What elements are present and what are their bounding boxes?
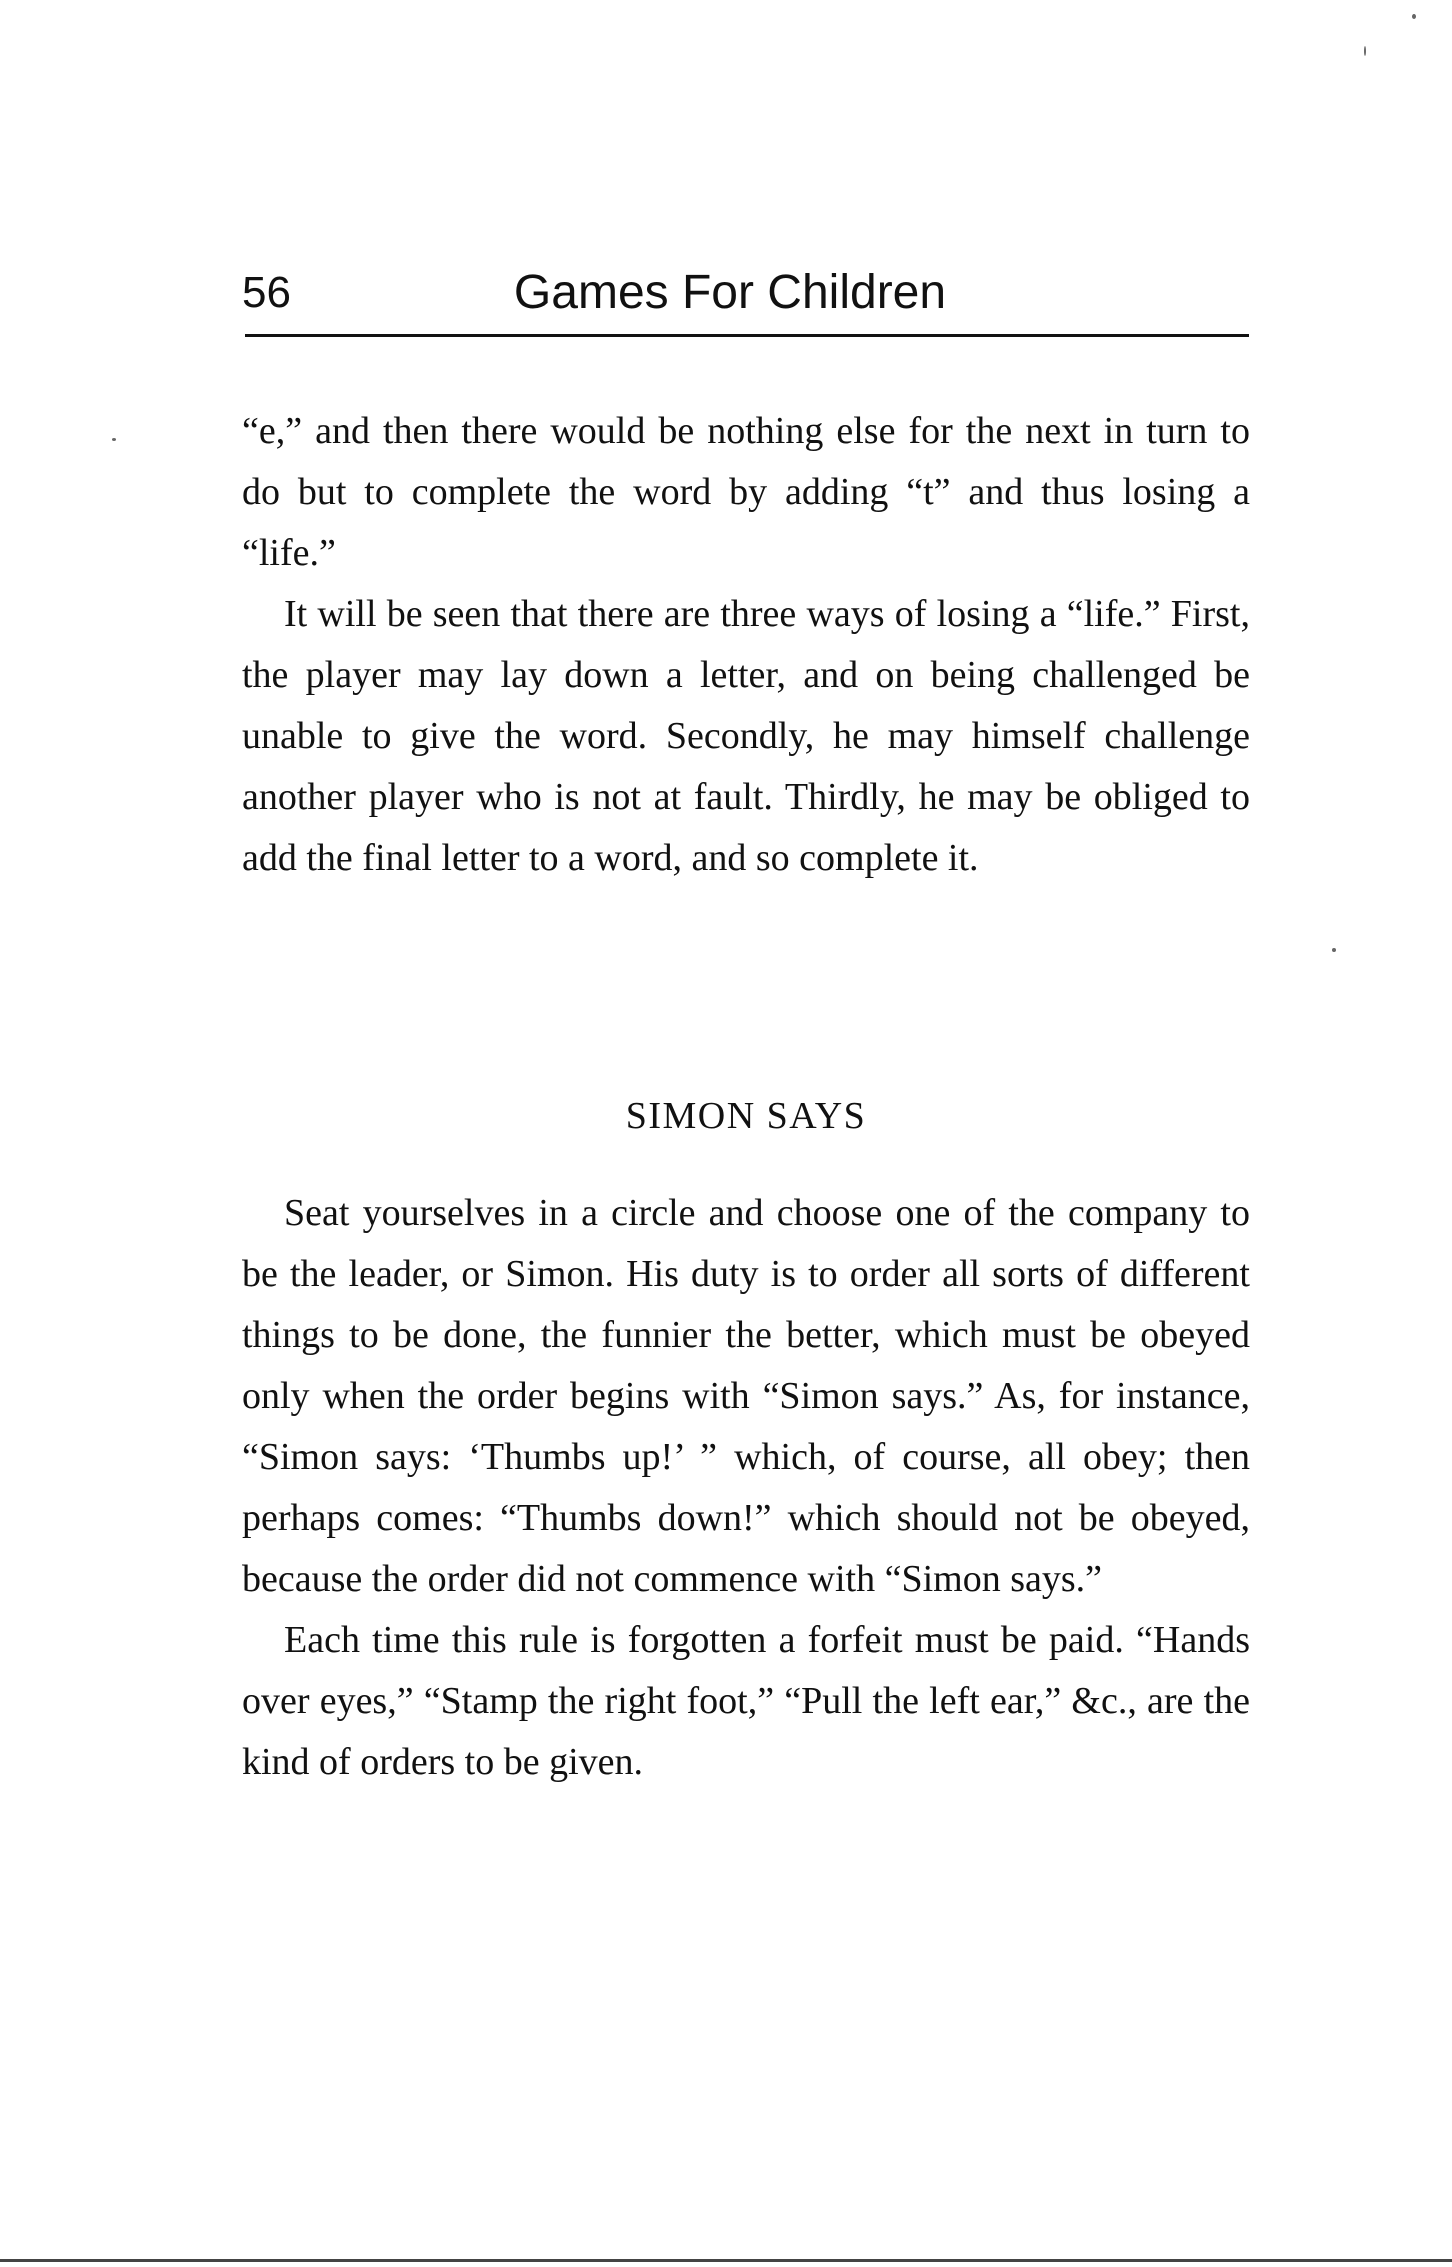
header-rule: [245, 334, 1249, 337]
scan-speck: [1332, 948, 1336, 952]
running-title: Games For Children: [513, 266, 947, 319]
paragraph: “e,” and then there would be nothing else for the next in turn to do but to complete the word by adding “t” and thus losing a “life.”: [242, 410, 1250, 574]
section-heading: SIMON SAYS: [625, 1095, 867, 1137]
page-number: 56: [242, 268, 291, 317]
running-header: [242, 258, 1248, 340]
continued-text: [242, 401, 1250, 889]
scan-speck: [1364, 46, 1366, 56]
paragraph: Seat yourselves in a circle and choose one of the company to be the leader, or Simon. His duty is to order all sorts of different things to be done, the funnier the better, which must be obeyed only when the order begins with “Simon says.” As, for instance, “Simon says: ‘Thumbs up!’ ” which, of course, all obey; then perhaps comes: “Thumbs down!” which should not be obeyed, because the order did not commence with “Simon says.”: [242, 1192, 1250, 1600]
section-text: [242, 1183, 1250, 1793]
scan-speck: [112, 438, 116, 441]
scan-speck: [1412, 14, 1416, 19]
paragraph: It will be seen that there are three ways of losing a “life.” First, the player may lay down a letter, and on being challenged be unable to give the word. Secondly, he may himself challenge another player who is not at fault. Thirdly, he may be obliged to add the final letter to a word, and so complete it.: [242, 593, 1250, 879]
page-edge: [0, 2259, 1452, 2262]
paragraph: Each time this rule is forgotten a forfeit must be paid. “Hands over eyes,” “Stamp the right foot,” “Pull the left ear,” &c., are the kind of orders to be given.: [242, 1619, 1250, 1783]
